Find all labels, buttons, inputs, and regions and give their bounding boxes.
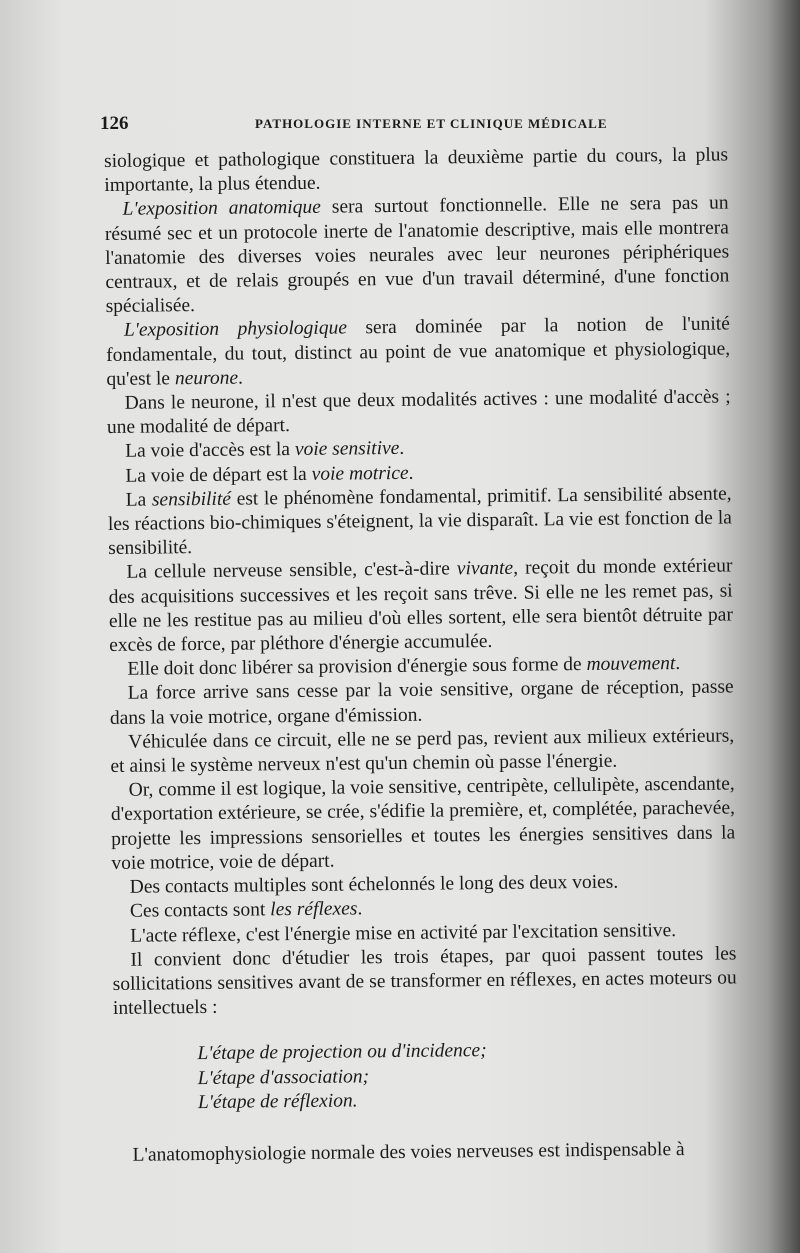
- paragraph: Ces contacts sont les réflexes.: [129, 898, 363, 923]
- paragraph: La voie d'accès est la voie sensitive.: [125, 438, 405, 463]
- paragraph: La sensibilité est le phénomène fondamental, primitif. La sensibilité absente, les réactions bio-chimiques s'éteignent, la vie disparaît. La vie est fonction de la sensibilité.: [107, 483, 732, 560]
- stage-item: L'étape d'association;: [197, 1065, 370, 1089]
- paragraph: La voie de départ est la voie motrice.: [125, 462, 414, 487]
- stages-list: [197, 1037, 738, 1115]
- body-text: [104, 143, 739, 1168]
- paragraph: Véhiculée dans ce circuit, elle ne se perd pas, revient aux milieux extérieurs, et ainsi le système nerveux n'est qu'un chemin où passe l'énergie.: [110, 725, 735, 778]
- page-number: 126: [100, 113, 129, 134]
- page-header: [100, 113, 740, 139]
- running-title: PATHOLOGIE INTERNE ET CLINIQUE MÉDICALE: [255, 116, 608, 131]
- stage-item: L'étape de projection ou d'incidence;: [197, 1040, 487, 1065]
- paragraph: Il convient donc d'étudier les trois étapes, par quoi passent toutes les sollicitations sensitives avant de se transformer en réflexes, en actes moteurs ou intellectuels :: [112, 943, 737, 1020]
- paragraph: siologique et pathologique constituera la deuxième partie du cours, la plus importante, la plus étendue.: [104, 144, 729, 197]
- paragraph: La force arrive sans cesse par la voie sensitive, organe de réception, passe dans la voie motrice, organe d'émission.: [109, 676, 734, 729]
- paragraph: Or, comme il est logique, la voie sensitive, centripète, cellulipète, ascendante, d'exportation extérieure, se crée, s'édifie la première, et, complétée, parachevée, projette les impressions sensorielles et toutes les énergies sensitives dans la voie motrice, voie de départ.: [110, 773, 736, 874]
- paragraph: L'exposition anatomique sera surtout fonctionnelle. Elle ne sera pas un résumé sec et un protocole inerte de l'anatomie descriptive, mais elle montrera l'anatomie des diverses voies neurales avec leur neurones périphériques centraux, et de relais groupés en vue d'un travail déterminé, d'une fonction spécialisée.: [104, 192, 730, 318]
- stage-item: L'étape de réflexion.: [197, 1090, 358, 1113]
- paragraph: La cellule nerveuse sensible, c'est-à-dire vivante, reçoit du monde extérieur des acquisitions successives et les reçoit sans trêve. Si elle ne les remet pas, si elle ne les restitue pas au milieu d'où elles sortent, elle sera bientôt détruite par excès de force, par pléthore d'énergie accumulée.: [108, 555, 734, 657]
- paragraph: L'exposition physiologique sera dominée par la notion de l'unité fondamentale, du tout, distinct au point de vue anatomique et physiologique, qu'est le neurone.: [106, 313, 731, 390]
- closing-line: L'anatomophysiologie normale des voies nerveuses est indispensable à: [132, 1138, 685, 1166]
- paragraph: Des contacts multiples sont échelonnés le long des deux voies.: [129, 871, 619, 898]
- paragraph: Dans le neurone, il n'est que deux modalités actives : une modalité d'accès ; une modalité de départ.: [106, 386, 731, 439]
- paragraph: L'acte réflexe, c'est l'énergie mise en activité par l'excitation sensitive.: [130, 919, 677, 947]
- paragraph: Elle doit donc libérer sa provision d'énergie sous forme de mouvement.: [127, 653, 681, 681]
